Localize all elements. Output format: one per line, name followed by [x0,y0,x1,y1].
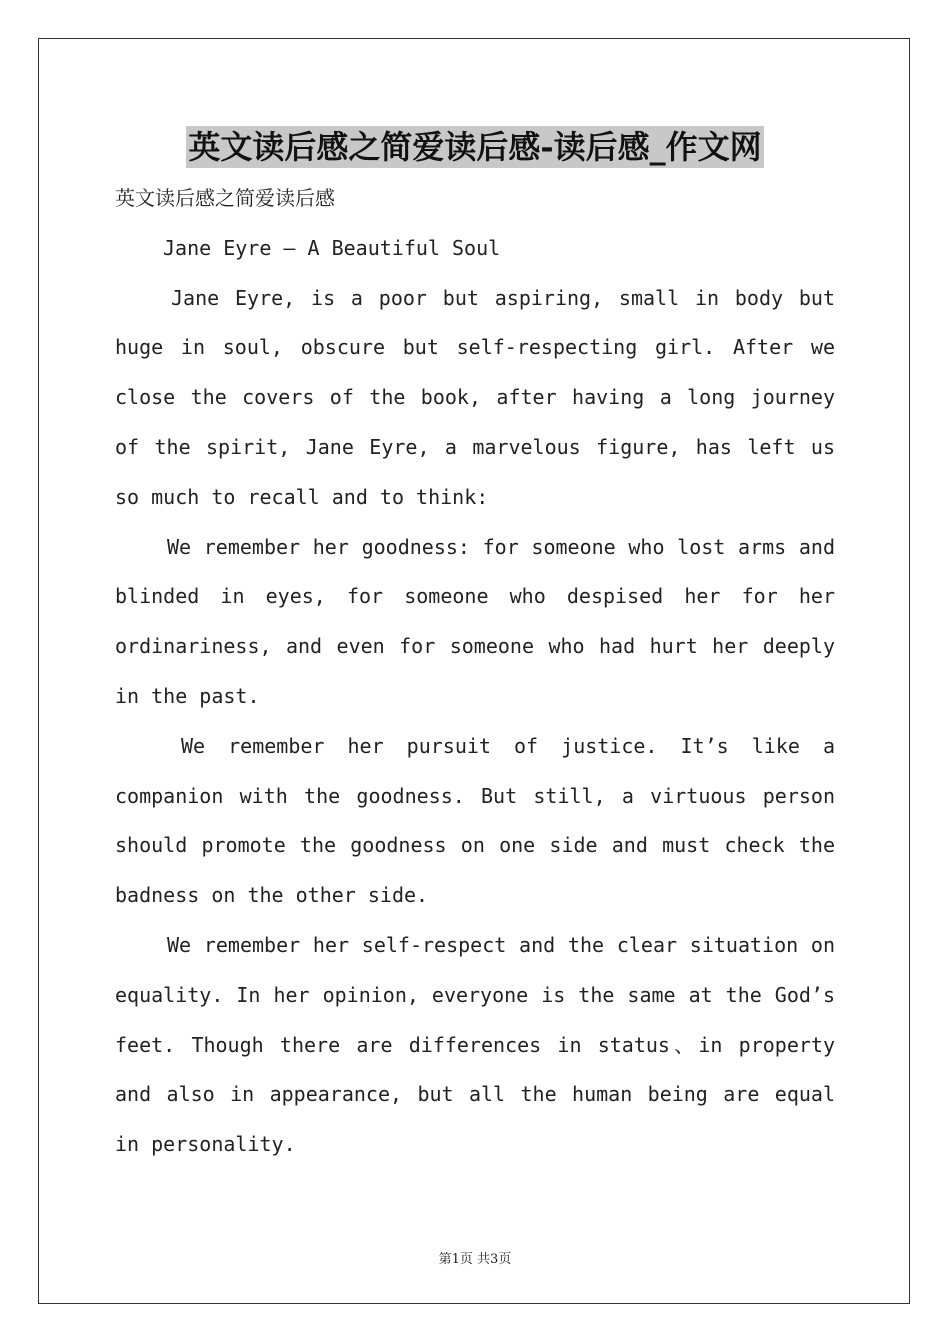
paragraph-4: We remember her self-respect and the clear situation on equality. In her opinion, everyone is the same at the God’s feet. Though there are differences in status、in property and also in appearance, but all the human being are equal in personality. [115,932,835,1157]
title-container [0,126,950,168]
document-title: 英文读后感之简爱读后感-读后感_作文网 [188,128,762,166]
page-footer: 第1页 共3页 [438,1252,512,1267]
paragraph-1: Jane Eyre, is a poor but aspiring, small in body but huge in soul, obscure but self-respecting girl. After we close the covers of the book, after having a long journey of the spirit, Jane Eyre, a marvelous figure, has left us so much to recall and to think: [115,285,835,509]
document-body [115,174,835,1170]
paragraph-3: We remember her pursuit of justice. It’s like a companion with the goodness. But still, a virtuous person should promote the goodness on one side and must check the badness on the other side. [115,733,835,908]
essay-heading: Jane Eyre — A Beautiful Soul [163,235,501,260]
document-subtitle: 英文读后感之简爱读后感 [115,186,335,210]
paragraph-2: We remember her goodness: for someone who lost arms and blinded in eyes, for someone who despised her for her ordinariness, and even for someone who had hurt her deeply in the past. [115,534,835,708]
